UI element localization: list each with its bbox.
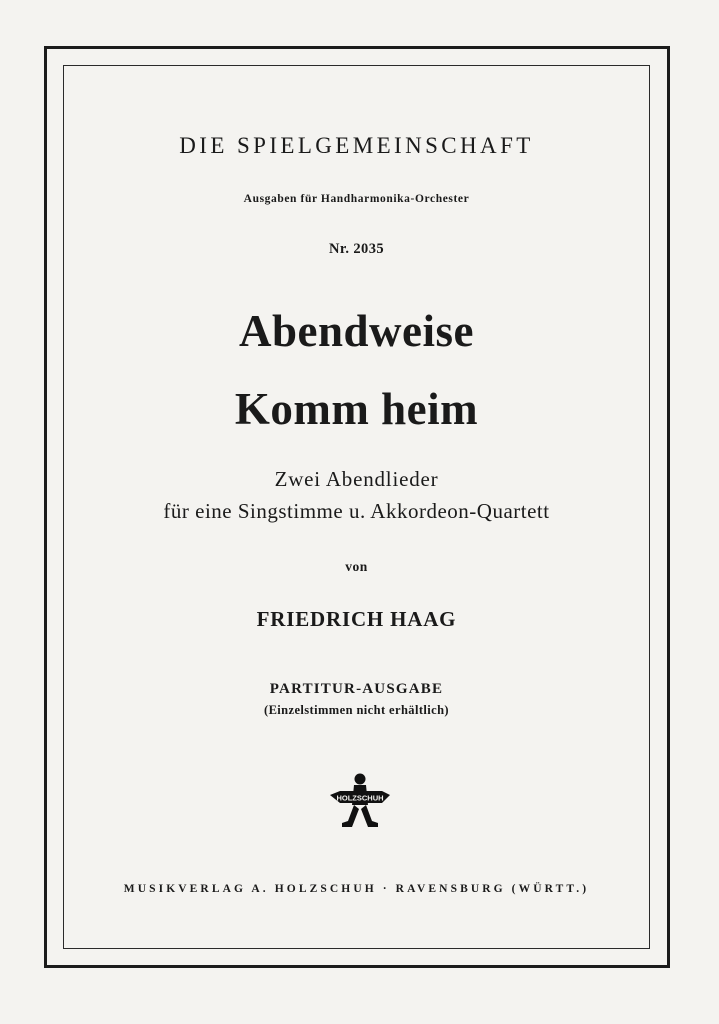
series-title: DIE SPIELGEMEINSCHAFT xyxy=(179,133,534,158)
logo-text: HOLZSCHUH xyxy=(336,793,384,803)
description-line-2: für eine Singstimme u. Akkordeon-Quartett xyxy=(163,499,550,523)
edition-note: (Einzelstimmen nicht erhältlich) xyxy=(264,703,449,717)
title-line-2: Komm heim xyxy=(234,384,479,434)
series-subtitle: Ausgaben für Handharmonika-Orchester xyxy=(243,193,470,205)
publisher-line: MUSIKVERLAG A. HOLZSCHUH · RAVENSBURG (WÜRTT.) xyxy=(123,883,590,895)
description-line-1: Zwei Abendlieder xyxy=(274,467,439,491)
publisher-logo-icon xyxy=(328,771,392,835)
edition-number: Nr. 2035 xyxy=(328,241,385,257)
cover-page xyxy=(63,65,650,949)
edition-type: PARTITUR-AUSGABE xyxy=(269,681,444,697)
title-line-1: Abendweise xyxy=(238,306,474,356)
by-label: von xyxy=(345,559,368,574)
composer-name: FRIEDRICH HAAG xyxy=(256,607,457,631)
